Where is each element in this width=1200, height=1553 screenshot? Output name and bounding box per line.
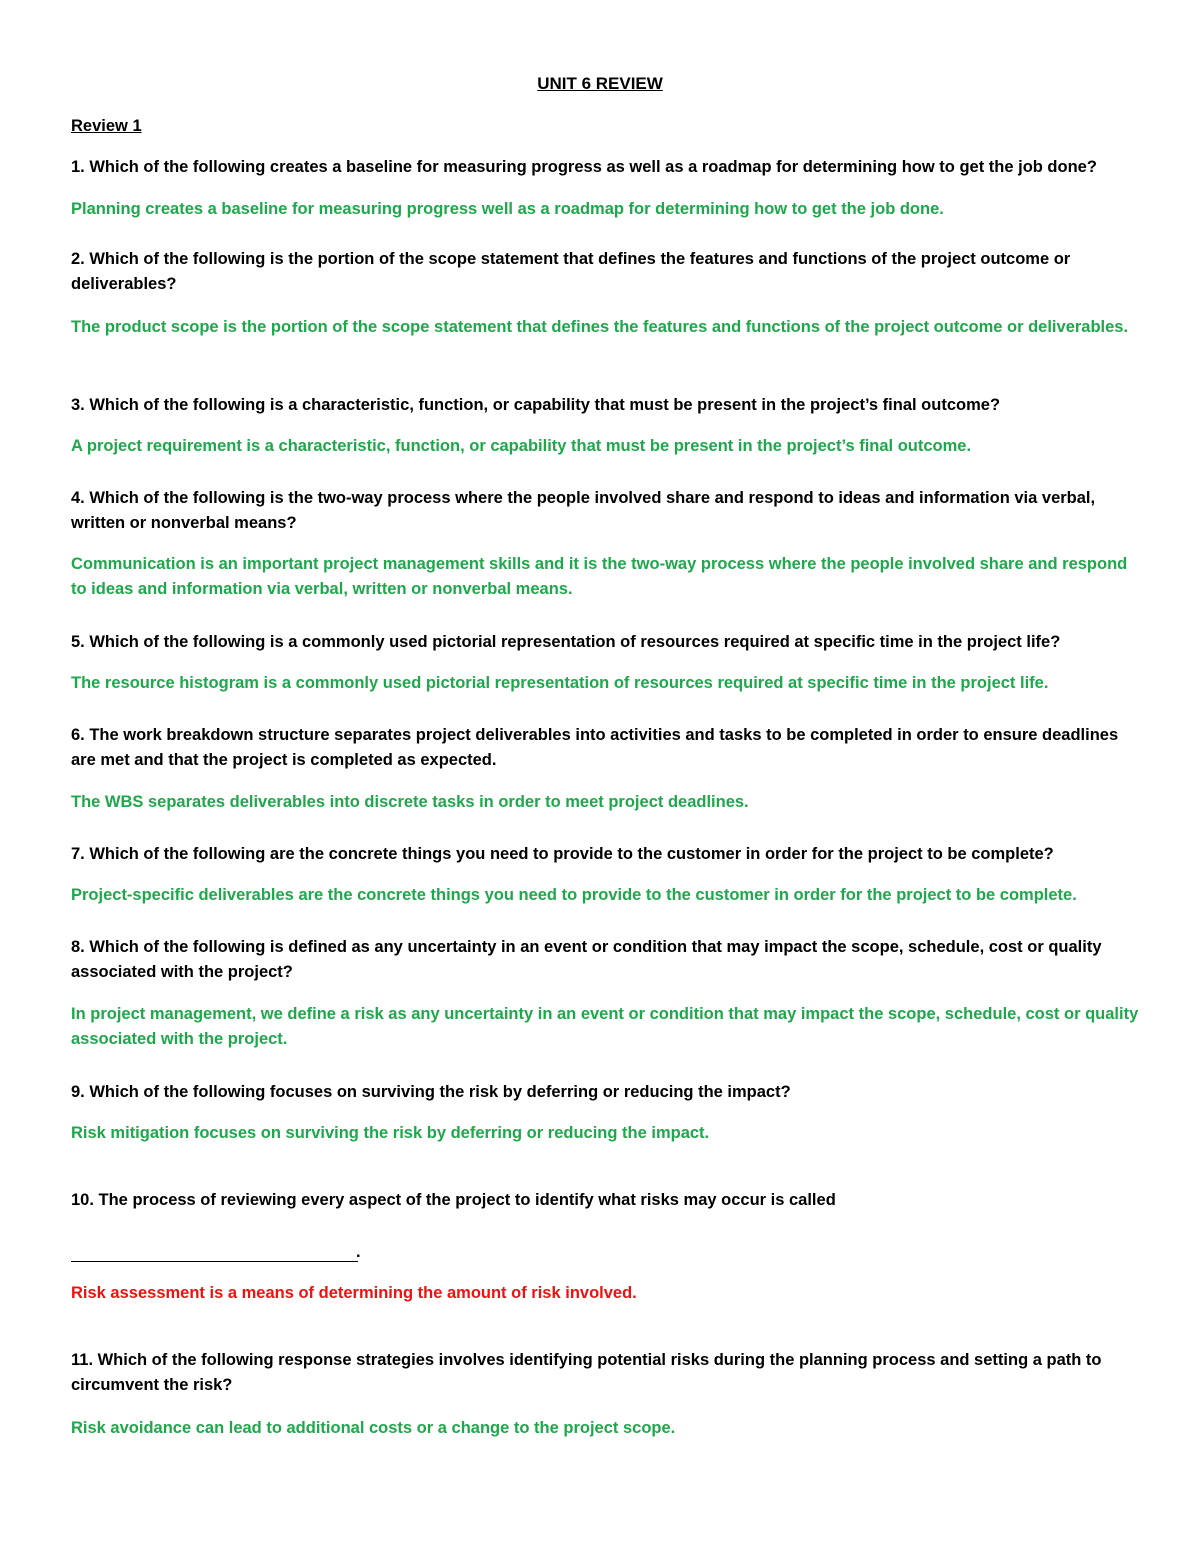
blank-suffix: .	[356, 1243, 361, 1261]
answer-6: The WBS separates deliverables into discrete tasks in order to meet project deadlines.	[71, 793, 749, 811]
question-4: 4. Which of the following is the two-way process where the people involved share and respond to ideas and information via verbal, written or nonverbal means?	[71, 489, 1096, 532]
question-2: 2. Which of the following is the portion of the scope statement that defines the features and functions of the project outcome or deliverables?	[71, 250, 1071, 293]
question-8: 8. Which of the following is defined as any uncertainty in an event or condition that may impact the scope, schedule, cost or quality associated with the project?	[71, 938, 1102, 981]
answer-7: Project-specific deliverables are the concrete things you need to provide to the customer in order for the project to be complete.	[71, 886, 1077, 904]
answer-10: Risk assessment is a means of determining the amount of risk involved.	[71, 1284, 637, 1302]
question-11: 11. Which of the following response strategies involves identifying potential risks during the planning process and setting a path to circumvent the risk?	[71, 1351, 1102, 1394]
question-1: 1. Which of the following creates a baseline for measuring progress as well as a roadmap for determining how to get the job done?	[71, 158, 1097, 176]
question-5: 5. Which of the following is a commonly used pictorial representation of resources required at specific time in the project life?	[71, 633, 1061, 651]
question-9: 9. Which of the following focuses on surviving the risk by deferring or reducing the impact?	[71, 1083, 791, 1101]
answer-9: Risk mitigation focuses on surviving the risk by deferring or reducing the impact.	[71, 1124, 710, 1142]
answer-11: Risk avoidance can lead to additional costs or a change to the project scope.	[71, 1419, 676, 1437]
question-6: 6. The work breakdown structure separates project deliverables into activities and tasks to be completed in order to ensure deadlines are met and that the project is completed as expected.	[71, 726, 1119, 769]
document-subtitle: Review 1	[71, 117, 142, 135]
answer-5: The resource histogram is a commonly used pictorial representation of resources required at specific time in the project life.	[71, 674, 1049, 692]
answer-1: Planning creates a baseline for measuring progress well as a roadmap for determining how to get the job done.	[71, 200, 944, 218]
question-7: 7. Which of the following are the concrete things you need to provide to the customer in order for the project to be complete?	[71, 845, 1054, 863]
answer-8: In project management, we define a risk as any uncertainty in an event or condition that may impact the scope, schedule, cost or quality associated with the project.	[71, 1005, 1139, 1048]
answer-4: Communication is an important project management skills and it is the two-way process where the people involved share and respond to ideas and information via verbal, written or nonverbal means.	[71, 555, 1128, 598]
answer-3: A project requirement is a characteristic, function, or capability that must be present in the project’s final outcome.	[71, 437, 972, 455]
answer-blank-line	[71, 1238, 358, 1262]
question-3: 3. Which of the following is a characteristic, function, or capability that must be present in the project’s final outcome?	[71, 396, 1001, 414]
question-10: 10. The process of reviewing every aspect of the project to identify what risks may occur is called	[71, 1191, 836, 1209]
answer-2: The product scope is the portion of the scope statement that defines the features and functions of the project outcome or deliverables.	[71, 318, 1129, 336]
document-title: UNIT 6 REVIEW	[537, 74, 663, 93]
